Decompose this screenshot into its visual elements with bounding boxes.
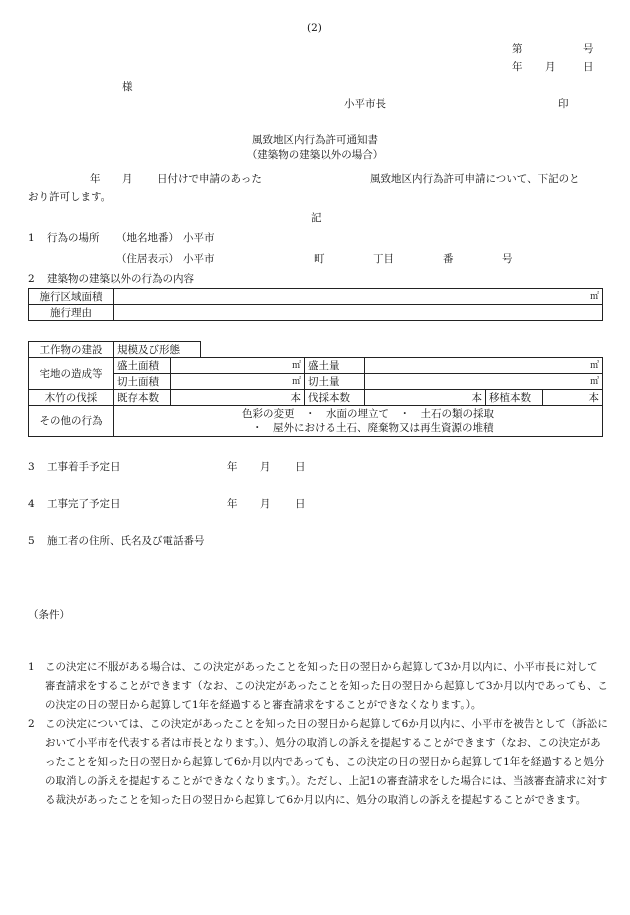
start-day: 日 <box>295 461 306 473</box>
section3-label: 工事着手予定日 <box>47 461 121 473</box>
end-day: 日 <box>295 498 306 510</box>
chiban-city: 小平市 <box>183 232 215 244</box>
other-options-cell <box>114 406 603 437</box>
unit-m3: ㎥ <box>590 361 600 371</box>
section1-label: 行為の場所 <box>47 232 100 244</box>
intro-year: 年 <box>90 173 101 185</box>
unit-m2: ㎡ <box>291 361 301 371</box>
ishoku-value: 本 <box>543 390 603 406</box>
table-row <box>29 305 603 321</box>
unit-m2: ㎡ <box>291 377 301 387</box>
document-subtitle: （建築物の建築以外の場合） <box>246 149 384 161</box>
other-options-line1: 色彩の変更 ・ 水面の埋立て ・ 土石の類の採取 <box>242 408 494 420</box>
chiban-label: （地名地番） <box>116 232 179 244</box>
kirido-vol-label: 切土量 <box>305 374 365 390</box>
ishoku-label: 移植本数 <box>486 390 543 406</box>
address-cho: 町 <box>314 253 325 265</box>
kirido-area-label: 切土面積 <box>114 374 171 390</box>
section2-label: 建築物の建築以外の行為の内容 <box>47 273 194 285</box>
section4-number: 4 <box>28 498 35 510</box>
area-reason-table <box>28 288 603 321</box>
end-year: 年 <box>227 498 238 510</box>
activity-detail-table <box>28 341 603 437</box>
morido-area-label: 盛土面積 <box>114 358 171 374</box>
bassai-count-label: 伐採本数 <box>305 390 365 406</box>
other-options-line2: ・ 屋外における土石、廃棄物又は再生資源の堆積 <box>252 422 494 434</box>
address-chome: 丁目 <box>373 253 394 265</box>
date-month: 月 <box>545 61 556 73</box>
morido-vol-label: 盛土量 <box>305 358 365 374</box>
reason-label: 施行理由 <box>29 305 114 321</box>
intro-month: 月 <box>122 173 133 185</box>
section5-number: 5 <box>28 535 35 547</box>
bassai-count-value: 本 <box>365 390 486 406</box>
table-row <box>29 358 603 374</box>
document-title: 風致地区内行為許可通知書 <box>252 134 378 146</box>
note-item <box>28 658 608 715</box>
intro-text-3: おり許可します。 <box>28 191 112 203</box>
seal-mark: 印 <box>558 98 569 110</box>
page-number: (2) <box>307 22 322 34</box>
kosaku-sub-label: 規模及び形態 <box>114 342 201 358</box>
intro-text-2: 風致地区内行為許可申請について、下記のと <box>370 173 580 185</box>
note-item <box>28 715 608 810</box>
section3-number: 3 <box>28 461 35 473</box>
start-year: 年 <box>227 461 238 473</box>
reason-value-cell <box>114 305 603 321</box>
conditions-label: （条件） <box>28 609 70 621</box>
address-ban: 番 <box>443 253 454 265</box>
area-label: 施行区域面積 <box>29 289 114 305</box>
area-value-cell <box>114 289 603 305</box>
note-text: この決定については、この決定があったことを知った日の翌日から起算して6か月以内に、小平市を被告として（訴訟において小平市を代表する者は市長となります。）、処分の取消しの訴えを提起することができます（なお、この決定があったことを知った日の翌日から起算して6か月以内であっても、この決定の日の翌日から起算して1年を経過すると処分の取消しの訴えを提起することができなくなります。）。ただし、上記1の審査請求をした場合には、当該審査請求に対する裁決があったことを知った日の翌日から起算して6か月以内に、処分の取消しの訴えを提起することができます。 <box>45 718 608 806</box>
section2-number: 2 <box>28 273 35 285</box>
addressee-honorific: 様 <box>122 81 133 93</box>
document-number-suffix: 号 <box>583 43 594 55</box>
start-month: 月 <box>260 461 271 473</box>
table-row <box>29 342 603 358</box>
section4-label: 工事完了予定日 <box>47 498 121 510</box>
area-unit: ㎡ <box>589 292 599 302</box>
intro-text-1: 日付けで申請のあった <box>157 173 262 185</box>
appeal-notes <box>28 658 608 810</box>
document-number-prefix: 第 <box>512 43 523 55</box>
table-row <box>29 406 603 437</box>
section1-number: 1 <box>28 232 35 244</box>
kizon-value: 本 <box>171 390 305 406</box>
kizon-label: 既存本数 <box>114 390 171 406</box>
takuchi-label: 宅地の造成等 <box>29 358 114 390</box>
address-go: 号 <box>502 253 513 265</box>
end-month: 月 <box>260 498 271 510</box>
jukyo-label: （住居表示） <box>116 253 179 265</box>
kosaku-value-cell <box>201 342 603 358</box>
note-text: この決定に不服がある場合は、この決定があったことを知った日の翌日から起算して3か月以内に、小平市長に対して審査請求をすることができます（なお、この決定があったことを知った日の翌日から起算して3か月以内であっても、この決定の日の翌日から起算して1年を経過すると審査請求をすることができなくなります。）。 <box>45 661 608 711</box>
section5-label: 施工者の住所、氏名及び電話番号 <box>47 535 205 547</box>
jukyo-city: 小平市 <box>183 253 215 265</box>
morido-area-value <box>171 358 305 374</box>
morido-vol-value <box>365 358 603 374</box>
kirido-vol-value <box>365 374 603 390</box>
unit-m3: ㎥ <box>590 377 600 387</box>
kosaku-label: 工作物の建設 <box>29 342 114 358</box>
bassai-label: 木竹の伐採 <box>29 390 114 406</box>
ki-heading: 記 <box>311 212 322 224</box>
note-number: 2 <box>28 718 35 730</box>
kirido-area-value <box>171 374 305 390</box>
table-row <box>29 390 603 406</box>
date-year: 年 <box>512 61 523 73</box>
note-number: 1 <box>28 661 35 673</box>
date-day: 日 <box>583 61 594 73</box>
issuer-mayor: 小平市長 <box>344 98 386 110</box>
table-row <box>29 374 603 390</box>
table-row <box>29 289 603 305</box>
other-label: その他の行為 <box>29 406 114 437</box>
